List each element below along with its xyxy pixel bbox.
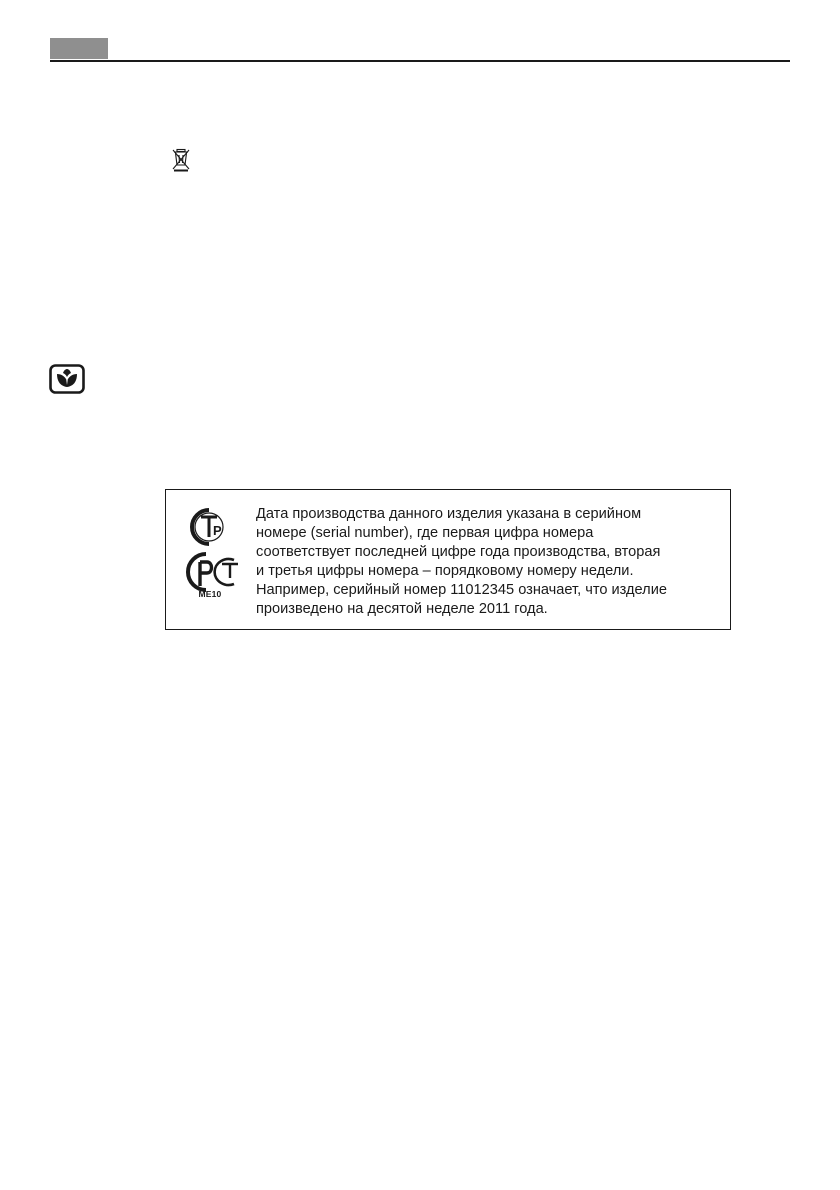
environment-leaf-icon — [49, 364, 85, 394]
notice-line: и третья цифры номера – порядковому номеру недели. — [256, 563, 634, 579]
manufacture-date-notice — [256, 505, 722, 619]
eac-tr-certification-icon — [192, 510, 223, 544]
header-rule — [50, 60, 790, 62]
svg-text:P: P — [213, 523, 222, 538]
model-code-label: ME10 — [198, 589, 222, 599]
crossed-out-bin-icon — [170, 148, 192, 172]
header-tab-marker — [50, 38, 108, 59]
notice-line: Дата производства данного изделия указана в серийном — [256, 506, 642, 522]
certification-logos — [182, 504, 244, 619]
notice-line: номере (serial number), где первая цифра номера — [256, 525, 594, 541]
gost-r-certification-icon — [188, 554, 238, 590]
notice-line: соответствует последней цифре года производства, вторая — [256, 544, 661, 560]
notice-line: произведено на десятой неделе 2011 года. — [256, 601, 548, 617]
certification-notice-box — [165, 489, 731, 630]
notice-line: Например, серийный номер 11012345 означает, что изделие — [256, 582, 667, 598]
